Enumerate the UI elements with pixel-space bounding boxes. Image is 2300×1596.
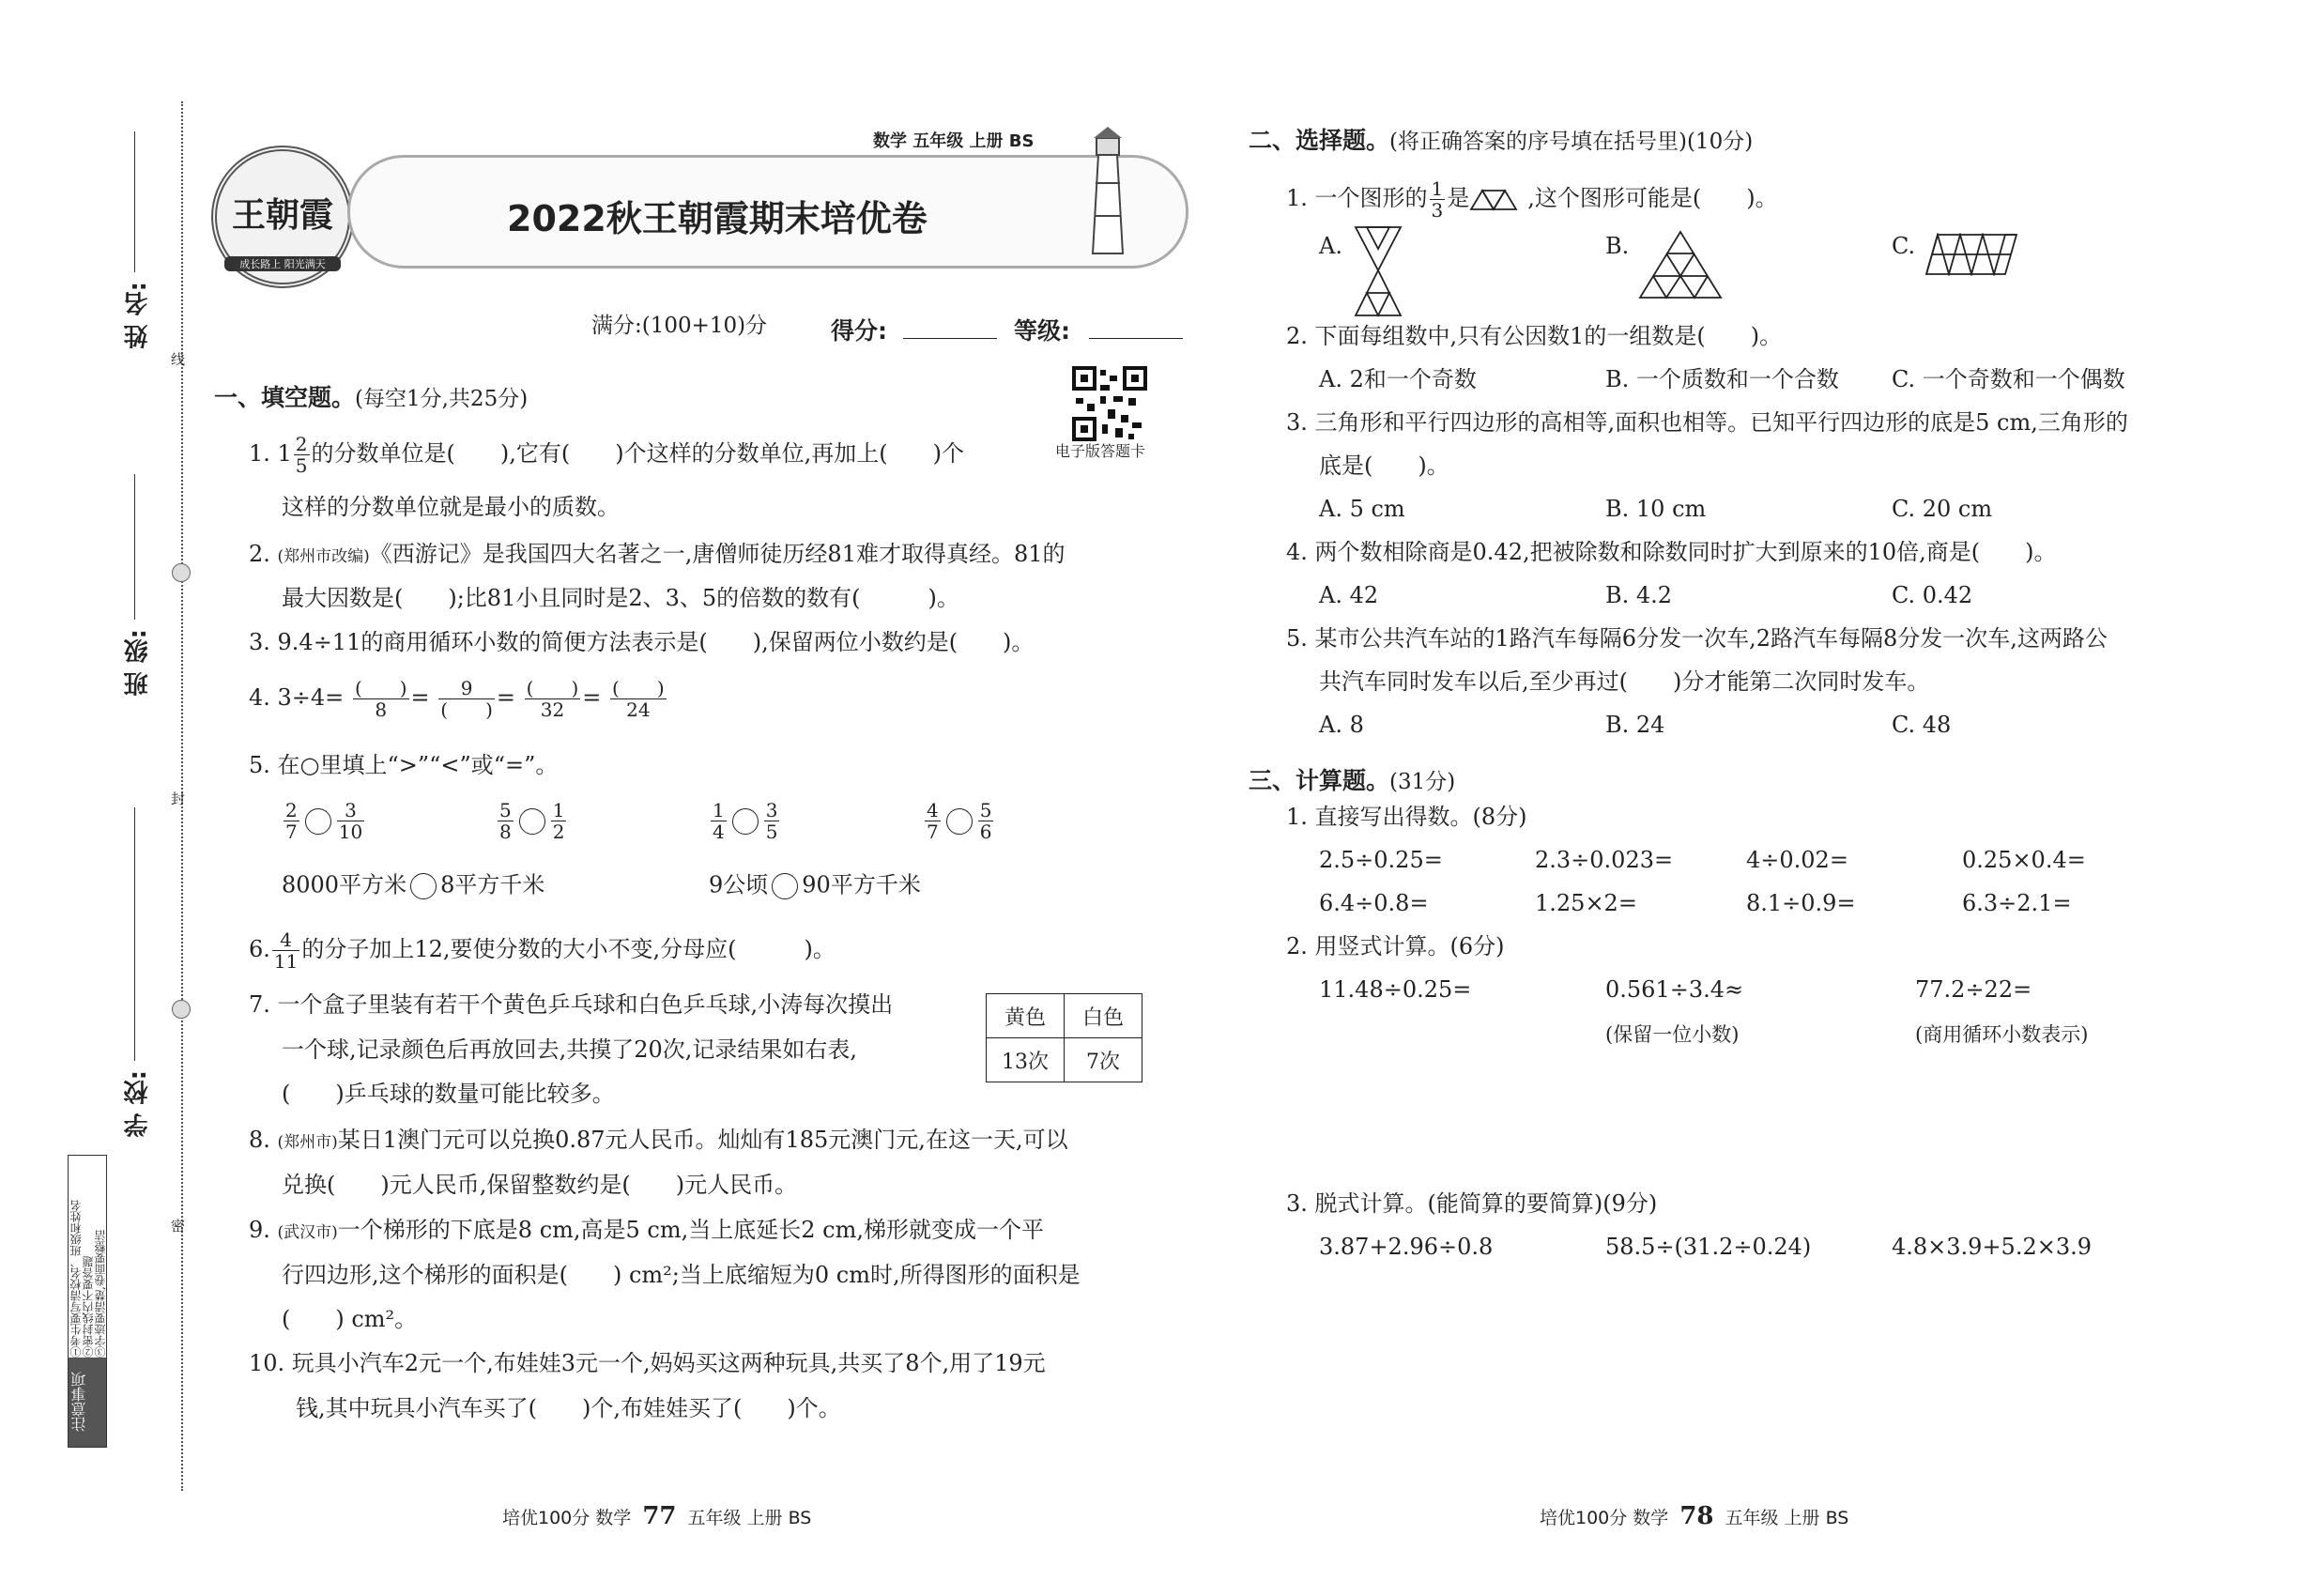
class-line (134, 474, 135, 620)
logo-slogan: 成长路上 阳光满天 (224, 256, 341, 271)
option-b-figure-icon (1638, 230, 1723, 299)
calc-item: 77.2÷22= (1915, 976, 2032, 1003)
question-3: 3. 9.4÷11的商用循环小数的简便方法表示是( ),保留两位小数约是( )。 (249, 629, 1035, 655)
page-number: 78 (1679, 1502, 1714, 1530)
header-meta: 数学 五年级 上册 BS (873, 131, 1035, 151)
table-header: 白色 (1065, 994, 1142, 1038)
question-9-line2: 行四边形,这个梯形的面积是( ) cm²;当上底缩短为0 cm时,所得图形的面积是 (282, 1262, 1081, 1288)
calc-item: 58.5÷(31.2÷0.24) (1605, 1234, 1812, 1260)
question-10-line2: 钱,其中玩具小汽车买了( )个,布娃娃买了( )个。 (296, 1395, 841, 1421)
page-number: 77 (642, 1502, 677, 1530)
option-A: A. 5 cm (1319, 496, 1405, 522)
calc-item: 2.3÷0.023= (1535, 847, 1674, 873)
exam-title: 2022秋王朝霞期末培优卷 (507, 198, 928, 239)
answer-circle[interactable] (732, 808, 759, 835)
table-header: 黄色 (987, 994, 1065, 1038)
full-score: 满分:(100+10)分 (591, 314, 768, 338)
calc-note: (保留一位小数) (1605, 1023, 1740, 1046)
section-3-heading (1249, 762, 1455, 796)
compare-item: 9公顷 90平方千米 (709, 871, 921, 898)
logo-text: 王朝霞 (231, 195, 333, 235)
option-A-label: A. (1319, 233, 1342, 259)
question-2-line2: 最大因数是( );比81小且同时是2、3、5的倍数的数有( )。 (282, 585, 959, 611)
section-1-heading (214, 379, 528, 413)
option-A: A. 42 (1319, 582, 1379, 608)
question-8-line2: 兑换( )元人民币,保留整数约是( )元人民币。 (282, 1172, 798, 1198)
option-B: B. 24 (1605, 712, 1665, 738)
question-8: 8. (郑州市)某日1澳门元可以兑换0.87元人民币。灿灿有185元澳门元,在这一天,可以 (249, 1127, 1068, 1153)
compare-item: $\frac{1}{4}$ $\frac{3}{5}$ (713, 799, 778, 843)
section-1-note: (每空1分,共25分) (355, 387, 529, 411)
question-5: 5. 在○里填上“>”“<”或“=”。 (249, 752, 559, 778)
grade-label: 等级: (1014, 317, 1070, 345)
compare-item: $\frac{2}{7}$ $\frac{3}{10}$ (285, 799, 363, 843)
choice-question-2: 2. 下面每组数中,只有公因数1的一组数是( )。 (1286, 323, 1783, 349)
calc-item: 4.8×3.9+5.2×3.9 (1892, 1234, 2092, 1260)
choice-question-3: 3. 三角形和平行四边形的高相等,面积也相等。已知平行四边形的底是5 cm,三角形的 (1286, 409, 2128, 436)
qr-code-icon (1072, 366, 1147, 441)
seal-mark: 封 (171, 790, 186, 807)
question-6: 6. $\frac{4}{11}$ 的分子加上12,要使分数的大小不变,分母应( )。 (249, 928, 836, 973)
name-line (134, 131, 135, 272)
calc-item: 4÷0.02= (1746, 847, 1848, 873)
compare-item: $\frac{4}{7}$ $\frac{5}{6}$ (927, 799, 992, 843)
table-cell: 13次 (987, 1038, 1065, 1082)
option-B: B. 4.2 (1605, 582, 1673, 608)
question-2: 2. (郑州市改编)《西游记》是我国四大名著之一,唐僧师徒历经81难才取得真经。81的 (249, 541, 1066, 567)
calc-question-2: 2. 用竖式计算。(6分) (1286, 933, 1505, 959)
option-B: B. 一个质数和一个合数 (1605, 366, 1839, 392)
answer-circle[interactable] (410, 873, 437, 899)
tally-table (986, 993, 1142, 1082)
notice-item: ②密封线内不要答题 (82, 1256, 95, 1358)
table-cell: 7次 (1065, 1038, 1142, 1082)
option-C: C. 0.42 (1892, 582, 1973, 608)
question-1: 1. 1 $\frac{2}{5}$ 的分数单位是( ),它有( )个这样的分数单位,再加上( )个 (249, 433, 964, 477)
calc-item: 1.25×2= (1535, 890, 1637, 916)
answer-circle[interactable] (519, 808, 545, 835)
calc-item: 0.561÷3.4≈ (1605, 976, 1744, 1003)
answer-circle[interactable] (305, 808, 331, 835)
trapezoid-figure-icon (1469, 189, 1527, 211)
question-9: 9. (武汉市)一个梯形的下底是8 cm,高是5 cm,当上底延长2 cm,梯形就变成一个平 (249, 1217, 1044, 1243)
calc-item: 6.4÷0.8= (1319, 890, 1429, 916)
calc-item: 8.1÷0.9= (1746, 890, 1856, 916)
option-B-label: B. (1605, 233, 1630, 259)
question-7: 7. 一个盒子里装有若干个黄色乒乓球和白色乒乓球,小涛每次摸出 (249, 991, 894, 1018)
compare-item: 8000平方米 8平方千米 (282, 871, 545, 898)
school-label: 学 校: (124, 1070, 152, 1138)
notice-title: 注意事项 (69, 1358, 106, 1447)
secret-mark: 密 (171, 1218, 186, 1235)
question-10: 10. 玩具小汽车2元一个,布娃娃3元一个,妈妈买这两种玩具,共买了8个,用了19元 (249, 1350, 1046, 1376)
notice-item: ①考生要写清校名、班级和姓名 (69, 1200, 83, 1358)
grade-field[interactable] (1089, 338, 1183, 339)
question-7-line3: ( )乒乓球的数量可能比较多。 (282, 1081, 615, 1107)
option-c-figure-icon (1924, 233, 2018, 276)
lighthouse-icon (1080, 127, 1136, 258)
calc-question-3: 3. 脱式计算。(能简算的要简算)(9分) (1286, 1190, 1658, 1217)
question-4: 4. 3÷4= $\frac{( )}{8}$ = $\frac{9}{( )}$ = $\frac{( )}{32}$ = $\frac{( )}{24}$ (249, 677, 665, 721)
calc-item: 11.48÷0.25= (1319, 976, 1472, 1003)
calc-item: 2.5÷0.25= (1319, 847, 1443, 873)
option-B: B. 10 cm (1605, 496, 1707, 522)
brand-logo (211, 146, 354, 288)
class-label: 班 级: (124, 629, 152, 697)
qr-caption: 电子版答题卡 (1055, 442, 1146, 460)
option-C: C. 48 (1892, 712, 1952, 738)
notice-item: ③字迹要清楚,卷面要整洁 (94, 1230, 107, 1358)
option-a-figure-icon (1352, 225, 1404, 319)
question-1-line2: 这样的分数单位就是最小的质数。 (282, 494, 620, 520)
section-2-title: 二、选择题。 (1249, 127, 1390, 154)
choice-question-4: 4. 两个数相除商是0.42,把被除数和除数同时扩大到原来的10倍,商是( )。 (1286, 539, 2057, 565)
calc-item: 0.25×0.4= (1962, 847, 2086, 873)
option-C: C. 20 cm (1892, 496, 1993, 522)
section-1-title: 一、填空题。 (214, 384, 356, 411)
compare-item: $\frac{5}{8}$ $\frac{1}{2}$ (499, 799, 565, 843)
question-9-line3: ( ) cm²。 (282, 1306, 418, 1332)
section-2-note: (将正确答案的序号填在括号里)(10分) (1389, 130, 1754, 154)
notice-box (68, 1155, 107, 1448)
binding-hole-icon (172, 1000, 191, 1019)
section-3-note: (31分) (1389, 770, 1456, 794)
option-A: A. 2和一个奇数 (1319, 366, 1477, 392)
option-A: A. 8 (1319, 712, 1364, 738)
answer-circle[interactable] (946, 808, 973, 835)
calc-note: (商用循环小数表示) (1915, 1023, 2089, 1046)
notice-items (70, 1156, 107, 1358)
choice-question-5: 5. 某市公共汽车站的1路汽车每隔6分发一次车,2路汽车每隔8分发一次车,这两路公 (1286, 625, 2108, 652)
choice-question-5-line2: 共汽车同时发车以后,至少再过( )分才能第二次同时发车。 (1319, 668, 1930, 695)
question-7-line2: 一个球,记录颜色后再放回去,共摸了20次,记录结果如右表, (282, 1036, 858, 1063)
calc-question-1: 1. 直接写出得数。(8分) (1286, 804, 1527, 830)
school-line (134, 807, 135, 1061)
section-3-title: 三、计算题。 (1249, 767, 1390, 794)
option-C-label: C. (1892, 233, 1916, 259)
answer-circle[interactable] (772, 873, 798, 899)
calc-item: 6.3÷2.1= (1962, 890, 2072, 916)
choice-question-3-line2: 底是( )。 (1319, 453, 1449, 479)
binding-hole-icon (172, 563, 191, 582)
choice-question-1: 1. 一个图形的 $\frac{1}{3}$ 是 ,这个图形可能是( )。 (1286, 177, 1778, 222)
footer-left: 培优100分 数学 77 五年级 上册 BS (502, 1502, 812, 1530)
line-mark: 线 (171, 351, 186, 368)
score-field[interactable] (903, 338, 997, 339)
footer-right: 培优100分 数学 78 五年级 上册 BS (1540, 1502, 1849, 1530)
section-2-heading (1249, 122, 1753, 156)
score-label: 得分: (831, 317, 887, 345)
option-C: C. 一个奇数和一个偶数 (1892, 366, 2125, 392)
name-label: 姓 名: (124, 282, 152, 349)
calc-item: 3.87+2.96÷0.8 (1319, 1234, 1494, 1260)
